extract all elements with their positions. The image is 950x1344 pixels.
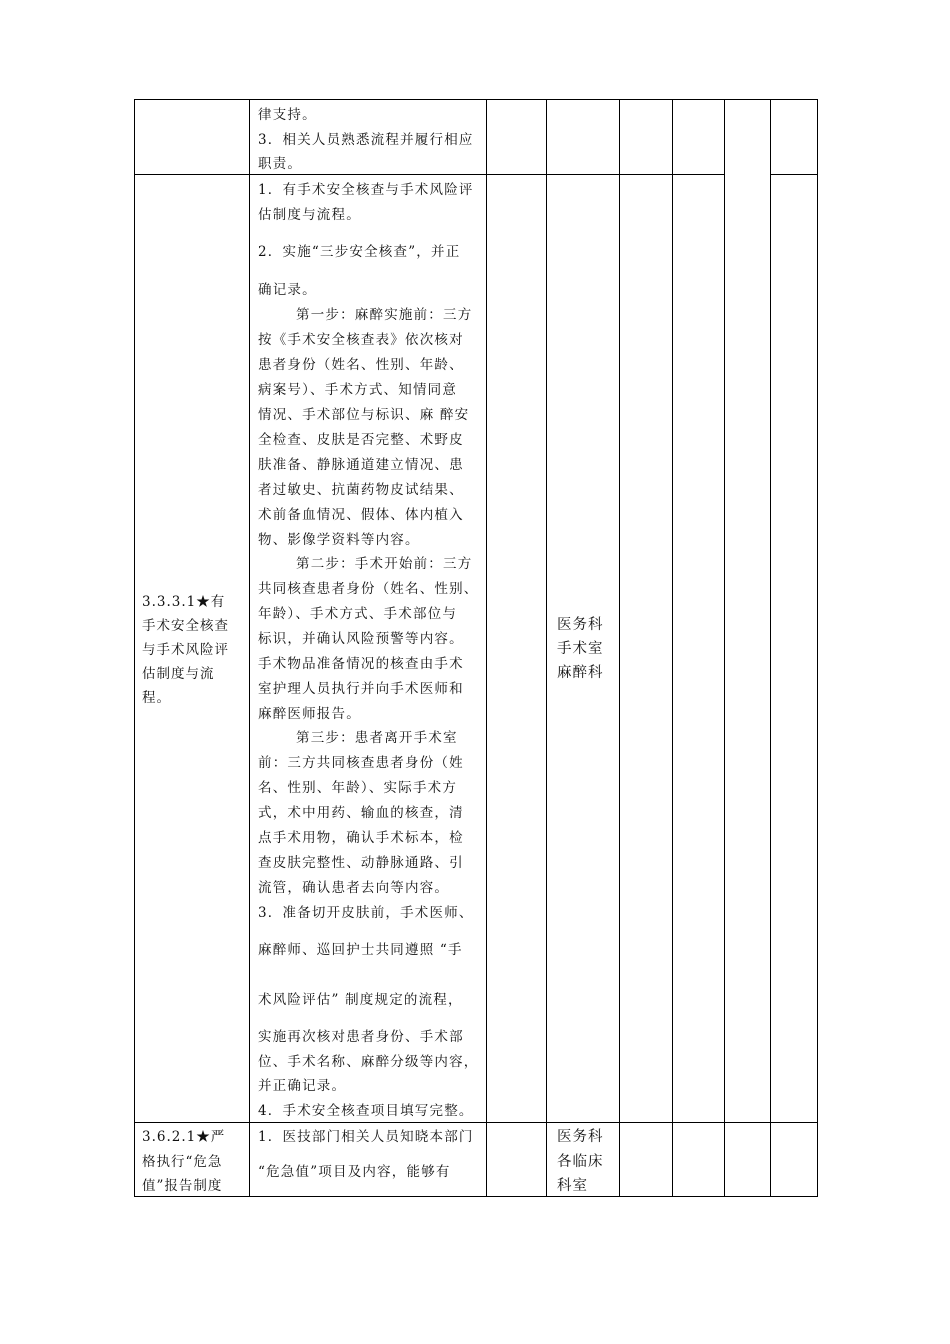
row2-content-line: 麻醉医师报告。 [258,706,361,722]
row2-dept: 医务科 [557,617,604,633]
row3-content-line: 1．医技部门相关人员知晓本部门 [258,1129,474,1145]
col-divider-2 [486,99,487,1197]
row2-content-line: 式，术中用药、输血的核查，清 [258,805,464,821]
row2-content-line: 全检查、皮肤是否完整、术野皮 [258,432,464,448]
row2-content-line: 1．有手术安全核查与手术风险评 [258,182,474,198]
col-divider-4 [619,99,620,1197]
row2-dept: 麻醉科 [557,665,604,681]
row2-content-line: 查皮肤完整性、动静脉通路、引 [258,855,464,871]
row2-standard-line: 与手术风险评 [142,642,229,658]
row3-content-line: “危急值”项目及内容，能够有 [258,1164,451,1180]
row2-content-line: 共同核查患者身份（姓名、性别、 [258,581,479,597]
row2-standard-line: 估制度与流 [142,666,215,682]
row1-content-line: 职责。 [258,156,303,172]
col-divider-1 [249,99,250,1197]
row2-dept: 手术室 [557,641,604,657]
row2-content-line: 2．实施“三步安全核查”，并正 [258,244,461,260]
row2-content-line: 标识，并确认风险预警等内容。 [258,631,464,647]
row2-content-line: 名、性别、年龄）、实际手术方 [258,780,458,796]
row2-content-line: 第三步：患者离开手术室 [296,730,458,746]
row2-content-line: 肤准备、静脉通道建立情况、患 [258,457,464,473]
row2-content-line: 估制度与流程。 [258,207,361,223]
row2-standard-line: 3.3.3.1★有 [142,594,226,610]
row2-content-line: 手术物品准备情况的核查由手术 [258,656,464,672]
row2-content-line: 病案号）、手术方式、知情同意 [258,382,458,398]
row-divider-1b [770,174,818,175]
row1-content-line: 律支持。 [258,107,317,123]
row3-standard-line: 格执行“危急 [142,1154,223,1170]
row3-standard-line: 值”报告制度 [142,1178,223,1194]
col-divider-3 [546,99,547,1197]
row3-standard-line: 3.6.2.1★严 [142,1129,226,1145]
col-divider-7 [770,99,771,1197]
row2-content-line: 术风险评估” 制度规定的流程， [258,992,463,1008]
row2-content-line: 者过敏史、抗菌药物皮试结果、 [258,482,464,498]
row2-content-line: 确记录。 [258,282,317,298]
row2-standard-line: 手术安全核查 [142,618,229,634]
row2-standard-line: 程。 [142,690,171,706]
row2-content-line: 3．准备切开皮肤前，手术医师、 [258,905,474,921]
row2-content-line: 4．手术安全核查项目填写完整。 [258,1103,474,1119]
row2-content-line: 流管，确认患者去向等内容。 [258,880,450,896]
row2-content-line: 并正确记录。 [258,1078,347,1094]
row2-content-line: 点手术用物，确认手术标本，检 [258,830,464,846]
row2-content-line: 患者身份（姓名、性别、年龄、 [258,357,464,373]
table-border-top [134,99,818,100]
table-border-left [134,99,135,1197]
row-divider-2 [134,1122,818,1123]
row2-content-line: 第二步：手术开始前：三方 [296,556,473,572]
row-divider-1 [134,174,724,175]
row2-content-line: 位、手术名称、麻醉分级等内容， [258,1054,479,1070]
row2-content-line: 前：三方共同核查患者身份（姓 [258,755,464,771]
row3-dept: 科室 [557,1178,588,1194]
row2-content-line: 情况、手术部位与标识、麻 醉安 [258,407,470,423]
row2-content-line: 术前备血情况、假体、体内植入 [258,507,464,523]
row2-content-line: 年龄）、手术方式、手术部位与 [258,606,458,622]
col-divider-5 [672,99,673,1197]
row2-content-line: 按《手术安全核查表》依次核对 [258,332,464,348]
row3-dept: 医务科 [557,1129,604,1145]
row2-content-line: 实施再次核对患者身份、手术部 [258,1029,464,1045]
row2-content-line: 室护理人员执行并向手术医师和 [258,681,464,697]
row2-content-line: 物、影像学资料等内容。 [258,532,420,548]
col-divider-6 [724,99,725,1197]
table-border-bottom [134,1196,818,1197]
row2-content-line: 麻醉师、巡回护士共同遵照 “手 [258,942,463,958]
table-border-right [817,99,818,1197]
row1-content-line: 3．相关人员熟悉流程并履行相应 [258,132,474,148]
row3-dept: 各临床 [557,1154,604,1170]
row2-content-line: 第一步：麻醉实施前：三方 [296,307,473,323]
